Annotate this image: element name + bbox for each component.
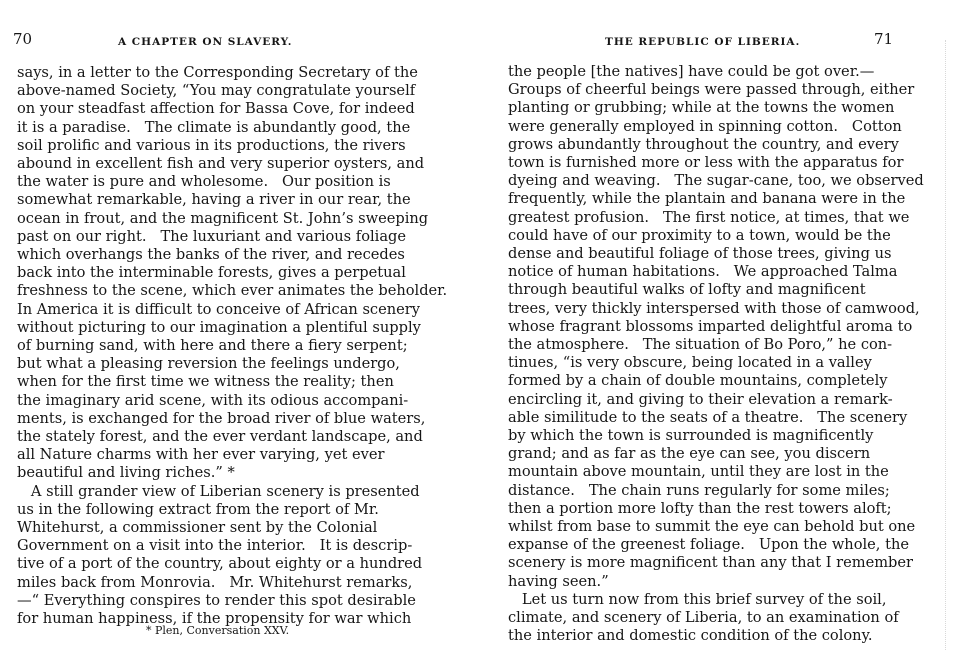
text-line: without picturing to our imagination a plentiful supply bbox=[17, 318, 421, 336]
left-page bbox=[0, 0, 470, 671]
text-line: could have of our proximity to a town, would be the bbox=[508, 226, 891, 244]
left-body-text bbox=[17, 64, 448, 628]
text-line: but what a pleasing reversion the feelings undergo, bbox=[17, 355, 400, 373]
text-line: having seen.” bbox=[508, 572, 609, 590]
text-line: encircling it, and giving to their elevation a remark- bbox=[508, 390, 893, 408]
text-line: In America it is difficult to conceive of African scenery bbox=[17, 300, 420, 318]
text-line: all Nature charms with her ever varying, yet ever bbox=[17, 446, 385, 464]
right-page bbox=[490, 0, 980, 671]
text-line: —“ Everything conspires to render this spot desirable bbox=[17, 591, 416, 609]
text-line: on your steadfast affection for Bassa Cove, for indeed bbox=[17, 100, 415, 118]
text-line: soil prolific and various in its productions, the rivers bbox=[17, 136, 406, 154]
text-line: abound in excellent fish and very superior oysters, and bbox=[17, 155, 425, 173]
text-line: expanse of the greenest foliage. Upon the whole, the bbox=[508, 536, 909, 554]
right-body-text bbox=[508, 63, 924, 646]
text-line: us in the following extract from the report of Mr. bbox=[17, 500, 379, 518]
page-edge bbox=[945, 40, 976, 650]
text-line: dense and beautiful foliage of those trees, giving us bbox=[508, 245, 892, 263]
text-line: grows abundantly throughout the country, and every bbox=[508, 135, 899, 153]
text-line: Groups of cheerful beings were passed through, either bbox=[508, 81, 915, 99]
text-line: distance. The chain runs regularly for some miles; bbox=[508, 481, 890, 499]
text-line: dyeing and weaving. The sugar-cane, too, we observed bbox=[508, 172, 924, 190]
text-line: then a portion more lofty than the rest towers aloft; bbox=[508, 499, 892, 517]
text-line: mountain above mountain, until they are lost in the bbox=[508, 463, 889, 481]
text-line: it is a paradise. The climate is abundantly good, the bbox=[17, 118, 411, 136]
text-line: whose fragrant blossoms imparted delightful aroma to bbox=[508, 317, 913, 335]
text-line: the atmosphere. The situation of Bo Poro,” he con- bbox=[508, 336, 893, 354]
text-line: above-named Society, “You may congratulate yourself bbox=[17, 82, 416, 100]
text-line: trees, very thickly interspersed with those of camwood, bbox=[508, 299, 920, 317]
text-line: says, in a letter to the Corresponding Secretary of the bbox=[17, 64, 418, 81]
text-line: the interior and domestic condition of the colony. bbox=[508, 627, 873, 645]
text-line: greatest profusion. The first notice, at times, that we bbox=[508, 208, 910, 226]
text-line: of burning sand, with here and there a fiery serpent; bbox=[17, 337, 408, 355]
text-line: the water is pure and wholesome. Our position is bbox=[17, 173, 391, 191]
text-line: past on our right. The luxuriant and various foliage bbox=[17, 227, 407, 245]
text-line: the people [the natives] have could be got over.— bbox=[508, 63, 875, 80]
page-number-right: 71 bbox=[874, 30, 894, 48]
text-line: beautiful and living riches.” * bbox=[17, 464, 235, 482]
text-line: the stately forest, and the ever verdant landscape, and bbox=[17, 428, 423, 446]
text-line: scenery is more magnificent than any that I remember bbox=[508, 554, 913, 572]
text-line: Whitehurst, a commissioner sent by the Colonial bbox=[17, 519, 378, 537]
text-line: able similitude to the seats of a theatre. The scenery bbox=[508, 408, 908, 426]
text-line: which overhangs the banks of the river, and recedes bbox=[17, 246, 405, 264]
text-line: climate, and scenery of Liberia, to an examination of bbox=[508, 609, 899, 627]
text-line: the imaginary arid scene, with its odious accompani- bbox=[17, 391, 409, 409]
text-line: ments, is exchanged for the broad river of blue waters, bbox=[17, 409, 426, 427]
text-line: tinues, “is very obscure, being located in a valley bbox=[508, 354, 872, 372]
text-line: formed by a chain of double mountains, completely bbox=[508, 372, 888, 390]
text-line: A still grander view of Liberian scenery is presented bbox=[17, 482, 420, 500]
running-head-right: THE REPUBLIC OF LIBERIA. bbox=[605, 36, 801, 48]
text-line: Let us turn now from this brief survey of the soil, bbox=[508, 590, 887, 608]
running-head-left: A CHAPTER ON SLAVERY. bbox=[118, 36, 293, 48]
text-line: ocean in frout, and the magnificent St. John’s sweeping bbox=[17, 209, 429, 227]
text-line: miles back from Monrovia. Mr. Whitehurst remarks, bbox=[17, 573, 413, 591]
text-line: grand; and as far as the eye can see, you discern bbox=[508, 445, 871, 463]
footnote: * Plen, Conversation XXV. bbox=[146, 624, 290, 637]
text-line: town is furnished more or less with the apparatus for bbox=[508, 154, 904, 172]
page-number-left: 70 bbox=[13, 30, 33, 48]
text-line: somewhat remarkable, having a river in our rear, the bbox=[17, 191, 411, 209]
text-line: for human happiness, if the propensity for war which bbox=[17, 610, 412, 628]
text-line: freshness to the scene, which ever animates the beholder. bbox=[17, 282, 448, 300]
text-line: when for the first time we witness the reality; then bbox=[17, 373, 394, 391]
text-line: frequently, while the plantain and banana were in the bbox=[508, 190, 906, 208]
text-line: planting or grubbing; while at the towns the women bbox=[508, 99, 895, 117]
text-line: by which the town is surrounded is magnificently bbox=[508, 427, 874, 445]
text-line: were generally employed in spinning cotton. Cotton bbox=[508, 117, 902, 135]
text-line: tive of a port of the country, about eighty or a hundred bbox=[17, 555, 423, 573]
text-line: notice of human habitations. We approached Talma bbox=[508, 263, 898, 281]
text-line: back into the interminable forests, gives a perpetual bbox=[17, 264, 406, 282]
text-line: whilst from base to summit the eye can behold but one bbox=[508, 518, 916, 536]
text-line: through beautiful walks of lofty and magnificent bbox=[508, 281, 866, 299]
text-line: Government on a visit into the interior. It is descrip- bbox=[17, 537, 413, 555]
